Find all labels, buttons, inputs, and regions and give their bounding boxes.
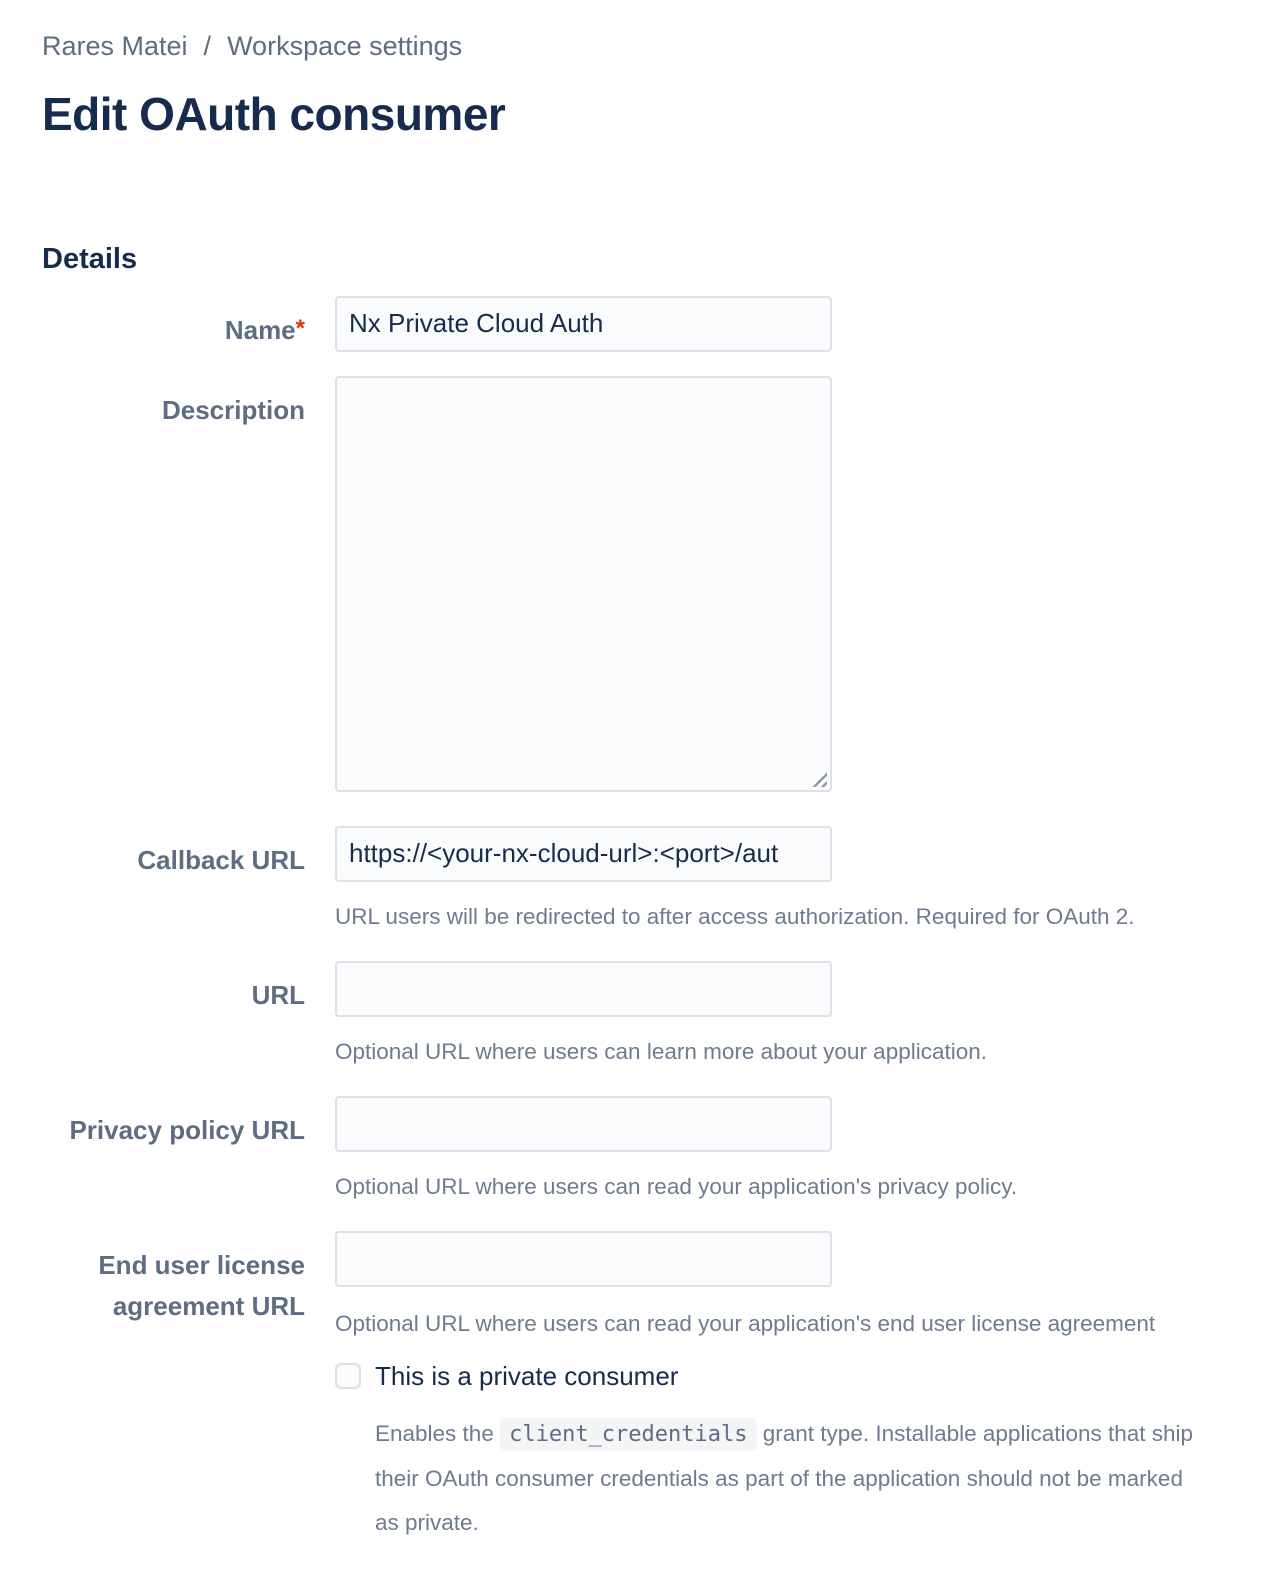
- callback-url-row: [42, 826, 1236, 931]
- breadcrumb-workspace-link[interactable]: Rares Matei: [42, 31, 188, 61]
- callback-url-label: Callback URL: [137, 844, 305, 875]
- privacy-policy-url-input[interactable]: [335, 1096, 832, 1152]
- privacy-policy-url-label: Privacy policy URL: [69, 1115, 305, 1146]
- name-label-text: Name: [224, 314, 296, 345]
- callback-url-helper: URL users will be redirected to after access authorization. Required for OAuth 2.: [335, 903, 1135, 929]
- name-label: [42, 296, 305, 350]
- breadcrumb: [42, 31, 1236, 62]
- private-consumer-checkbox-row: [335, 1361, 1215, 1392]
- private-consumer-label-spacer: [42, 1361, 305, 1375]
- description-row: [42, 376, 1236, 792]
- private-consumer-helper-text-end: grant type. Installable applications that ship their OAuth consumer credentials as part of the application should not be marked as private.: [375, 1420, 1194, 1535]
- eula-url-label: End user license agreement URL: [98, 1250, 305, 1321]
- private-consumer-helper: [375, 1412, 1207, 1545]
- eula-url-helper: Optional URL where users can read your application's end user license agreement: [335, 1311, 1156, 1337]
- privacy-policy-url-helper: Optional URL where users can read your application's privacy policy.: [335, 1174, 1018, 1200]
- private-consumer-checkbox-label[interactable]: This is a private consumer: [375, 1360, 679, 1391]
- private-consumer-helper-text-start: Enables the: [375, 1420, 501, 1446]
- url-helper: Optional URL where users can learn more about your application.: [335, 1038, 988, 1064]
- eula-url-row: [42, 1231, 1236, 1338]
- url-input[interactable]: [335, 961, 832, 1017]
- description-textarea-wrap: [335, 376, 832, 792]
- description-label: Description: [161, 394, 305, 425]
- breadcrumb-workspace-settings-link[interactable]: Workspace settings: [227, 31, 463, 61]
- client-credentials-code: client_credentials: [500, 1418, 756, 1451]
- url-label: URL: [251, 979, 305, 1010]
- private-consumer-section: [42, 1361, 1236, 1545]
- name-row: [42, 296, 1236, 352]
- description-textarea[interactable]: [335, 376, 832, 792]
- page-title: Edit OAuth consumer: [42, 88, 506, 140]
- required-asterisk: *: [295, 314, 305, 342]
- oauth-consumer-form: [42, 296, 1236, 1545]
- private-consumer-checkbox[interactable]: [335, 1363, 361, 1389]
- callback-url-input[interactable]: [335, 826, 832, 882]
- name-input[interactable]: [335, 296, 832, 352]
- eula-url-input[interactable]: [335, 1231, 832, 1287]
- details-section-heading: Details: [42, 242, 138, 275]
- breadcrumb-separator: /: [203, 31, 212, 61]
- url-row: [42, 961, 1236, 1066]
- privacy-policy-url-row: [42, 1096, 1236, 1201]
